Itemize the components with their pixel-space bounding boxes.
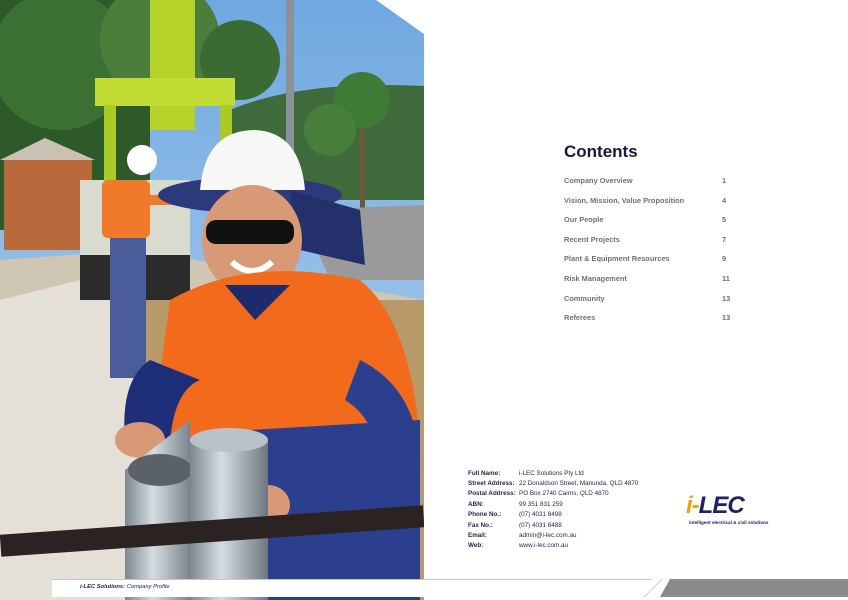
detail-label: Street Address: bbox=[468, 480, 515, 488]
detail-fax bbox=[468, 520, 638, 530]
detail-full-name bbox=[468, 468, 638, 478]
web-link[interactable]: www.i-lec.com.au bbox=[519, 542, 568, 550]
logo-mark-lec: LEC bbox=[698, 492, 744, 519]
contents-heading: Contents bbox=[564, 142, 638, 161]
footer-brand: i-LEC Solutions: bbox=[80, 584, 126, 590]
toc-page-number: 7 bbox=[722, 234, 727, 244]
detail-email bbox=[468, 530, 638, 540]
toc-label: Community bbox=[564, 293, 605, 303]
toc-page-number: 5 bbox=[722, 215, 727, 225]
toc-item-recent-projects[interactable] bbox=[564, 235, 734, 255]
toc-label: Our People bbox=[564, 215, 604, 225]
toc-item-company-overview[interactable] bbox=[564, 176, 734, 196]
detail-label: Postal Address: bbox=[468, 490, 516, 498]
detail-label: Web: bbox=[468, 542, 484, 550]
footer-grey-block bbox=[660, 579, 848, 597]
toc-item-our-people[interactable] bbox=[564, 215, 734, 235]
detail-web bbox=[468, 541, 638, 551]
footer-doc-title: Company Profile bbox=[126, 584, 170, 590]
detail-label: Full Name: bbox=[468, 469, 501, 477]
detail-value: PO Box 2740 Cairns, QLD 4870 bbox=[519, 490, 609, 498]
toc-label: Referees bbox=[564, 313, 596, 323]
detail-street-address bbox=[468, 478, 638, 488]
toc-item-referees[interactable] bbox=[564, 313, 734, 333]
detail-label: ABN: bbox=[468, 500, 484, 508]
toc-page-number: 1 bbox=[722, 176, 727, 185]
detail-abn bbox=[468, 499, 638, 509]
toc-page-number: 4 bbox=[722, 195, 727, 205]
detail-postal-address bbox=[468, 489, 638, 499]
detail-value: (07) 4031 8498 bbox=[519, 511, 562, 519]
toc-label: Company Overview bbox=[564, 176, 633, 185]
toc-item-vision-mission[interactable] bbox=[564, 196, 734, 216]
detail-phone bbox=[468, 510, 638, 520]
logo-wordmark bbox=[686, 494, 778, 518]
toc-page-number: 11 bbox=[722, 273, 730, 283]
detail-value: 99 351 831 259 bbox=[519, 500, 563, 508]
logo-tagline: intelligent electrical & civil solutions bbox=[689, 520, 769, 525]
toc-label: Vision, Mission, Value Proposition bbox=[564, 195, 685, 205]
ilec-logo bbox=[686, 494, 778, 525]
toc-item-risk-management[interactable] bbox=[564, 274, 734, 294]
logo-mark-i: i- bbox=[686, 492, 699, 519]
toc-page-number: 9 bbox=[722, 254, 727, 264]
toc-item-plant-equipment[interactable] bbox=[564, 254, 734, 274]
toc-page-number: 13 bbox=[722, 293, 731, 303]
table-of-contents bbox=[564, 176, 734, 333]
detail-label: Phone No.: bbox=[468, 511, 502, 519]
detail-value: 22 Donaldson Street, Manunda, QLD 4870 bbox=[519, 480, 639, 488]
detail-label: Fax No.: bbox=[468, 521, 493, 529]
detail-value: i-LEC Solutions Pty Ltd bbox=[519, 469, 584, 477]
footer-caption bbox=[80, 584, 170, 590]
toc-label: Risk Management bbox=[564, 273, 627, 283]
toc-page-number: 13 bbox=[722, 313, 731, 323]
detail-value: (07) 4031 8488 bbox=[519, 521, 562, 529]
detail-label: Email: bbox=[468, 532, 487, 540]
company-details bbox=[468, 468, 638, 551]
toc-label: Recent Projects bbox=[564, 234, 620, 244]
email-link[interactable]: admin@i-lec.com.au bbox=[519, 532, 577, 540]
toc-item-community[interactable] bbox=[564, 294, 734, 314]
toc-label: Plant & Equipment Resources bbox=[564, 254, 670, 264]
page-fold-corner bbox=[376, 0, 424, 34]
